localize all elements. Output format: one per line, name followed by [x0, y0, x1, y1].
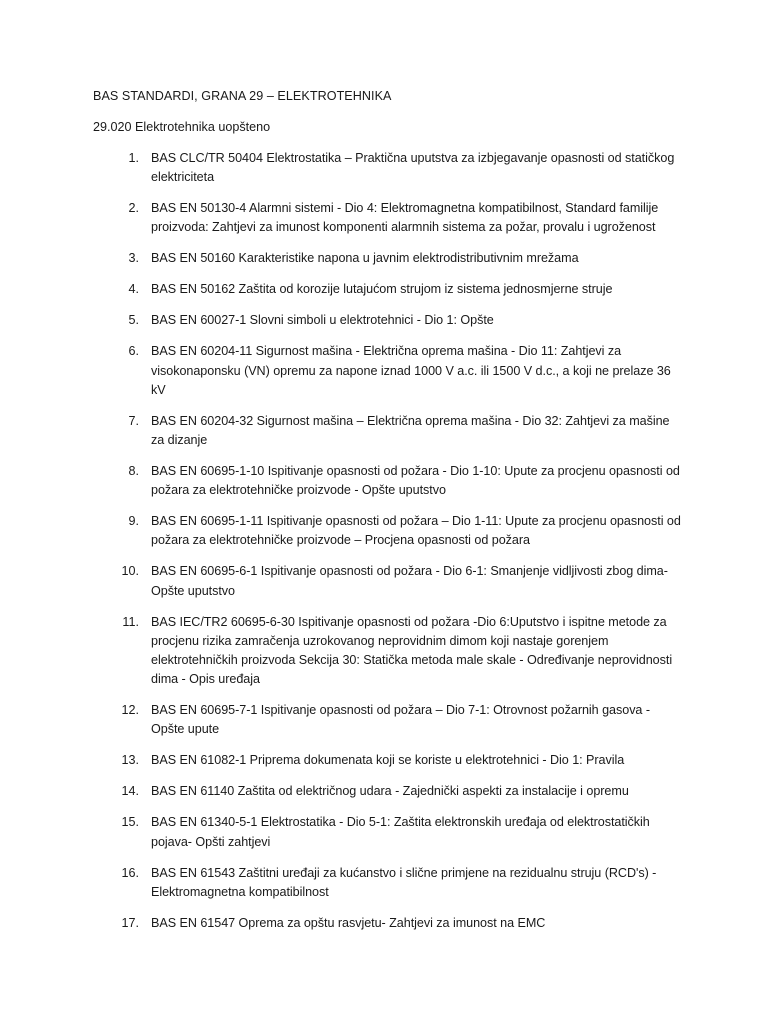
list-item	[93, 613, 683, 690]
list-item-number	[93, 311, 139, 330]
section-title: 29.020 Elektrotehnika uopšteno	[93, 120, 271, 134]
list-item-number-text: 17.	[121, 915, 139, 930]
list-item-text: BAS EN 60695-1-10 Ispitivanje opasnosti od požara - Dio 1-10: Upute za procjenu opasnosti od požara za elektrotehničke proizvode - Opšte uputstvo	[151, 464, 680, 498]
list-item-spacer	[139, 342, 151, 400]
list-item-text: BAS EN 61340-5-1 Elektrostatika - Dio 5-1: Zaštita elektronskih uređaja od elektrostatičkih pojava- Opšti zahtjevi	[151, 815, 650, 849]
list-item-number	[93, 412, 139, 450]
list-item-spacer	[139, 813, 151, 851]
list-item-number	[93, 613, 139, 690]
list-item-text: BAS EN 50160 Karakteristike napona u javnim elektrodistributivnim mrežama	[151, 251, 579, 266]
list-item-number	[93, 751, 139, 770]
list-item-number	[93, 562, 139, 600]
list-item-number	[93, 512, 139, 550]
list-item-spacer	[139, 149, 151, 187]
list-item-number-text: 14.	[121, 784, 139, 799]
list-item-number-text: 8.	[128, 464, 139, 479]
list-item	[93, 782, 683, 801]
list-item-number	[93, 280, 139, 299]
list-item-number	[93, 813, 139, 851]
list-item-spacer	[139, 311, 151, 330]
list-item-text: BAS EN 50162 Zaštita od korozije lutajućom strujom iz sistema jednosmjerne struje	[151, 282, 613, 297]
list-item-number	[93, 342, 139, 400]
list-item-text: BAS CLC/TR 50404 Elektrostatika – Praktična uputstva za izbjegavanje opasnosti od statičkog elektriciteta	[151, 151, 675, 185]
list-item-number-text: 12.	[121, 703, 139, 718]
list-item-number-text: 5.	[128, 313, 139, 328]
list-item	[93, 914, 683, 933]
list-item-number-text: 6.	[128, 344, 139, 359]
list-item-spacer	[139, 914, 151, 933]
list-item-number	[93, 701, 139, 739]
list-item-number-text: 16.	[121, 865, 139, 880]
list-item-number	[93, 782, 139, 801]
list-item-number-text: 7.	[128, 413, 139, 428]
list-item	[93, 412, 683, 450]
list-item-text: BAS EN 60695-1-11 Ispitivanje opasnosti od požara – Dio 1-11: Upute za procjenu opasnosti od požara za elektrotehničke proizvode – Procjena opasnosti od požara	[151, 514, 681, 548]
list-item-number-text: 10.	[121, 564, 139, 579]
list-item-text: BAS EN 61547 Oprema za opštu rasvjetu- Zahtjevi za imunost na EMC	[151, 915, 546, 930]
list-item	[93, 342, 683, 400]
list-item-spacer	[139, 462, 151, 500]
list-item-number	[93, 199, 139, 237]
list-item-spacer	[139, 199, 151, 237]
list-item-number	[93, 462, 139, 500]
list-item-number	[93, 249, 139, 268]
list-item-number-text: 15.	[121, 815, 139, 830]
list-item	[93, 149, 683, 187]
list-item-number-text: 3.	[128, 251, 139, 266]
list-item	[93, 280, 683, 299]
list-item-text: BAS EN 60204-11 Sigurnost mašina - Električna oprema mašina - Dio 11: Zahtjevi za visokonaponsku (VN) opremu za napone iznad 1000 V a.c. ili 1500 V d.c., a koji ne prelaze 36 kV	[151, 344, 671, 397]
list-item	[93, 512, 683, 550]
list-item-spacer	[139, 562, 151, 600]
list-item-spacer	[139, 782, 151, 801]
list-item-number-text: 1.	[128, 151, 139, 165]
list-item-number	[93, 864, 139, 902]
list-item-text: BAS EN 50130-4 Alarmni sistemi - Dio 4: Elektromagnetna kompatibilnost, Standard familije proizvoda: Zahtjevi za imunost komponenti alarmnih sistema za požar, provalu i ugroženost	[151, 201, 659, 235]
list-item-text: BAS EN 60204-32 Sigurnost mašina – Električna oprema mašina - Dio 32: Zahtjevi za mašine za dizanje	[151, 413, 670, 448]
list-item	[93, 311, 683, 330]
list-item-number-text: 2.	[128, 201, 139, 216]
list-item-text: BAS EN 60695-7-1 Ispitivanje opasnosti od požara – Dio 7-1: Otrovnost požarnih gasova - Opšte upute	[151, 703, 650, 737]
list-item-text: BAS EN 61140 Zaštita od električnog udara - Zajednički aspekti za instalacije i opremu	[151, 784, 629, 799]
list-item-spacer	[139, 751, 151, 770]
list-item-number	[93, 149, 139, 187]
list-item-spacer	[139, 864, 151, 902]
list-item-text: BAS EN 60695-6-1 Ispitivanje opasnosti od požara - Dio 6-1: Smanjenje vidljivosti zbog dima-Opšte uputstvo	[151, 564, 668, 598]
document-heading: BAS STANDARDI, GRANA 29 – ELEKTROTEHNIKA	[93, 89, 392, 103]
list-item	[93, 701, 683, 739]
list-item	[93, 199, 683, 237]
list-item-spacer	[139, 280, 151, 299]
list-item-spacer	[139, 412, 151, 450]
list-item	[93, 813, 683, 851]
list-item-number-text: 4.	[128, 282, 139, 297]
list-item-spacer	[139, 701, 151, 739]
list-item-text: BAS EN 61543 Zaštitni uređaji za kućanstvo i slične primjene na rezidualnu struju (RCD's) - Elektromagnetna kompatibilnost	[151, 865, 657, 899]
list-item-number-text: 11.	[122, 614, 139, 629]
list-item	[93, 562, 683, 600]
standards-list	[93, 149, 683, 945]
list-item	[93, 751, 683, 770]
list-item-number-text: 9.	[128, 514, 139, 529]
list-item-text: BAS EN 61082-1 Priprema dokumenata koji se koriste u elektrotehnici - Dio 1: Pravila	[151, 753, 625, 768]
list-item	[93, 249, 683, 268]
list-item	[93, 462, 683, 500]
list-item-number	[93, 914, 139, 933]
list-item-spacer	[139, 613, 151, 690]
list-item	[93, 864, 683, 902]
list-item-text: BAS EN 60027-1 Slovni simboli u elektrotehnici - Dio 1: Opšte	[151, 313, 494, 328]
list-item-number-text: 13.	[121, 753, 139, 768]
list-item-text: BAS IEC/TR2 60695-6-30 Ispitivanje opasnosti od požara -Dio 6:Uputstvo i ispitne metode za procjenu rizika zamračenja uzrokovanog neprovidnim dimom koji nastaje gorenjem elektrotehničkih proizvoda Sekcija 30: Statička metoda male skale - Određivanje neprovidnosti dima - Opis uređaja	[151, 614, 673, 687]
list-item-spacer	[139, 512, 151, 550]
list-item-spacer	[139, 249, 151, 268]
